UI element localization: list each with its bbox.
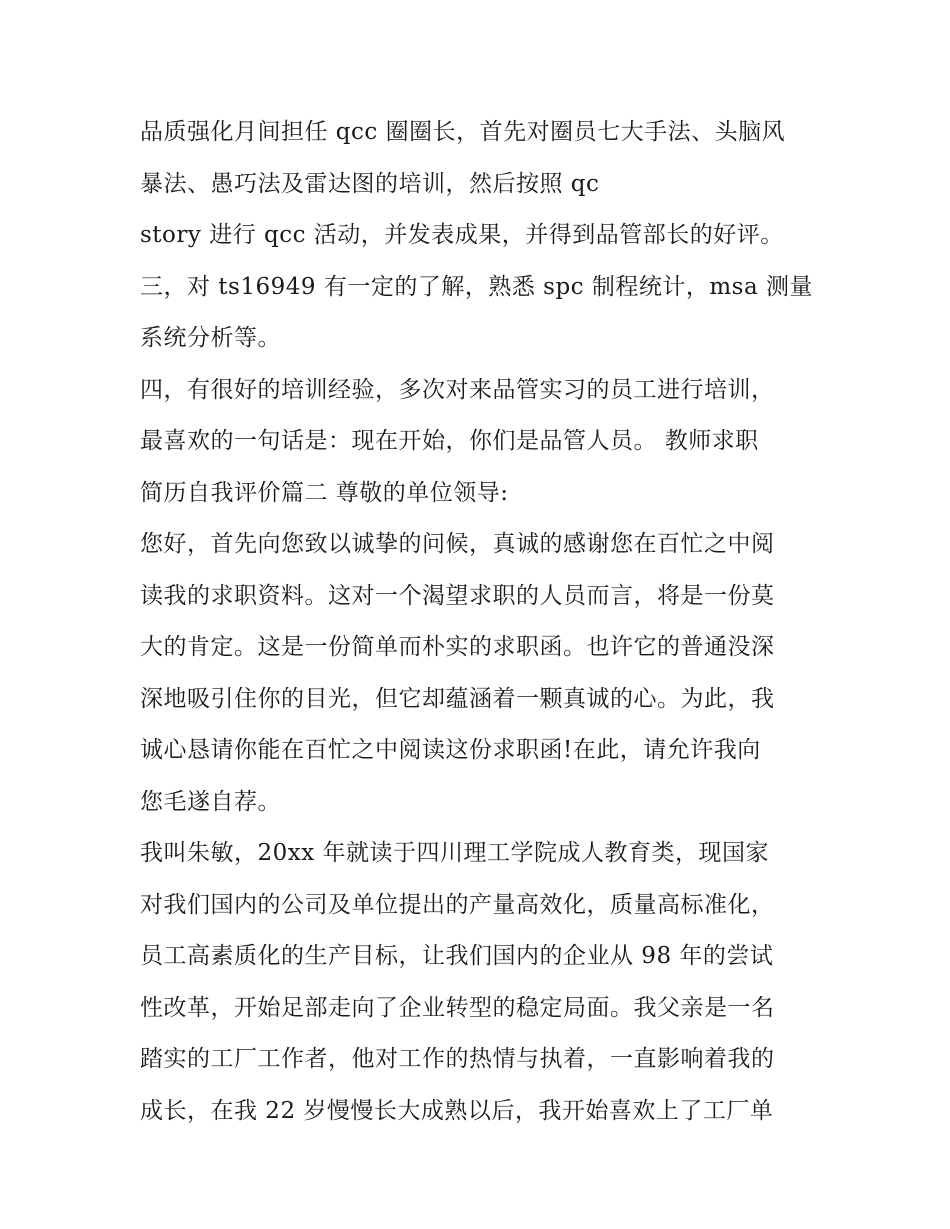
- text-line: story 进行 qcc 活动，并发表成果，并得到品管部长的好评。: [140, 222, 784, 248]
- text-line: 诚心恳请你能在百忙之中阅读这份求职函!在此，请允许我向: [140, 737, 761, 763]
- text-line: 大的肯定。这是一份简单而朴实的求职函。也许它的普通没深: [140, 634, 775, 660]
- text-line: 最喜欢的一句话是：现在开始，你们是品管人员。 教师求职: [140, 428, 759, 454]
- text-line: 深地吸引住你的目光，但它却蕴涵着一颗真诚的心。为此，我: [140, 685, 775, 712]
- text-line: 读我的求职资料。这对一个渴望求职的人员而言，将是一份莫: [140, 582, 775, 609]
- text-line: 我叫朱敏，20xx 年就读于四川理工学院成人教育类，现国家: [140, 840, 770, 866]
- text-line: 踏实的工厂工作者，他对工作的热情与执着，一直影响着我的: [140, 1046, 775, 1072]
- text-line: 暴法、愚巧法及雷达图的培训，然后按照 qc: [140, 170, 600, 197]
- text-line: 您毛遂自荐。: [140, 788, 281, 815]
- text-line: 三，对 ts16949 有一定的了解，熟悉 spc 制程统计，msa 测量: [140, 273, 814, 300]
- text-line: 员工高素质化的生产目标，让我们国内的企业从 98 年的尝试: [140, 943, 774, 969]
- text-line: 对我们国内的公司及单位提出的产量高效化，质量高标准化，: [140, 891, 775, 918]
- text-line: 系统分析等。: [140, 325, 281, 351]
- text-line: 四，有很好的培训经验，多次对来品管实习的员工进行培训，: [140, 376, 775, 403]
- text-line: 简历自我评价篇二 尊敬的单位领导:: [140, 479, 509, 506]
- text-line: 性改革，开始足部走向了企业转型的稳定局面。我父亲是一名: [140, 994, 775, 1021]
- text-line: 品质强化月间担任 qcc 圈圈长，首先对圈员七大手法、头脑风: [140, 119, 786, 145]
- text-line: 您好，首先向您致以诚挚的问候，真诚的感谢您在百忙之中阅: [140, 531, 775, 557]
- text-line: 成长，在我 22 岁慢慢长大成熟以后，我开始喜欢上了工厂单: [140, 1097, 774, 1124]
- body-text: [140, 107, 830, 1137]
